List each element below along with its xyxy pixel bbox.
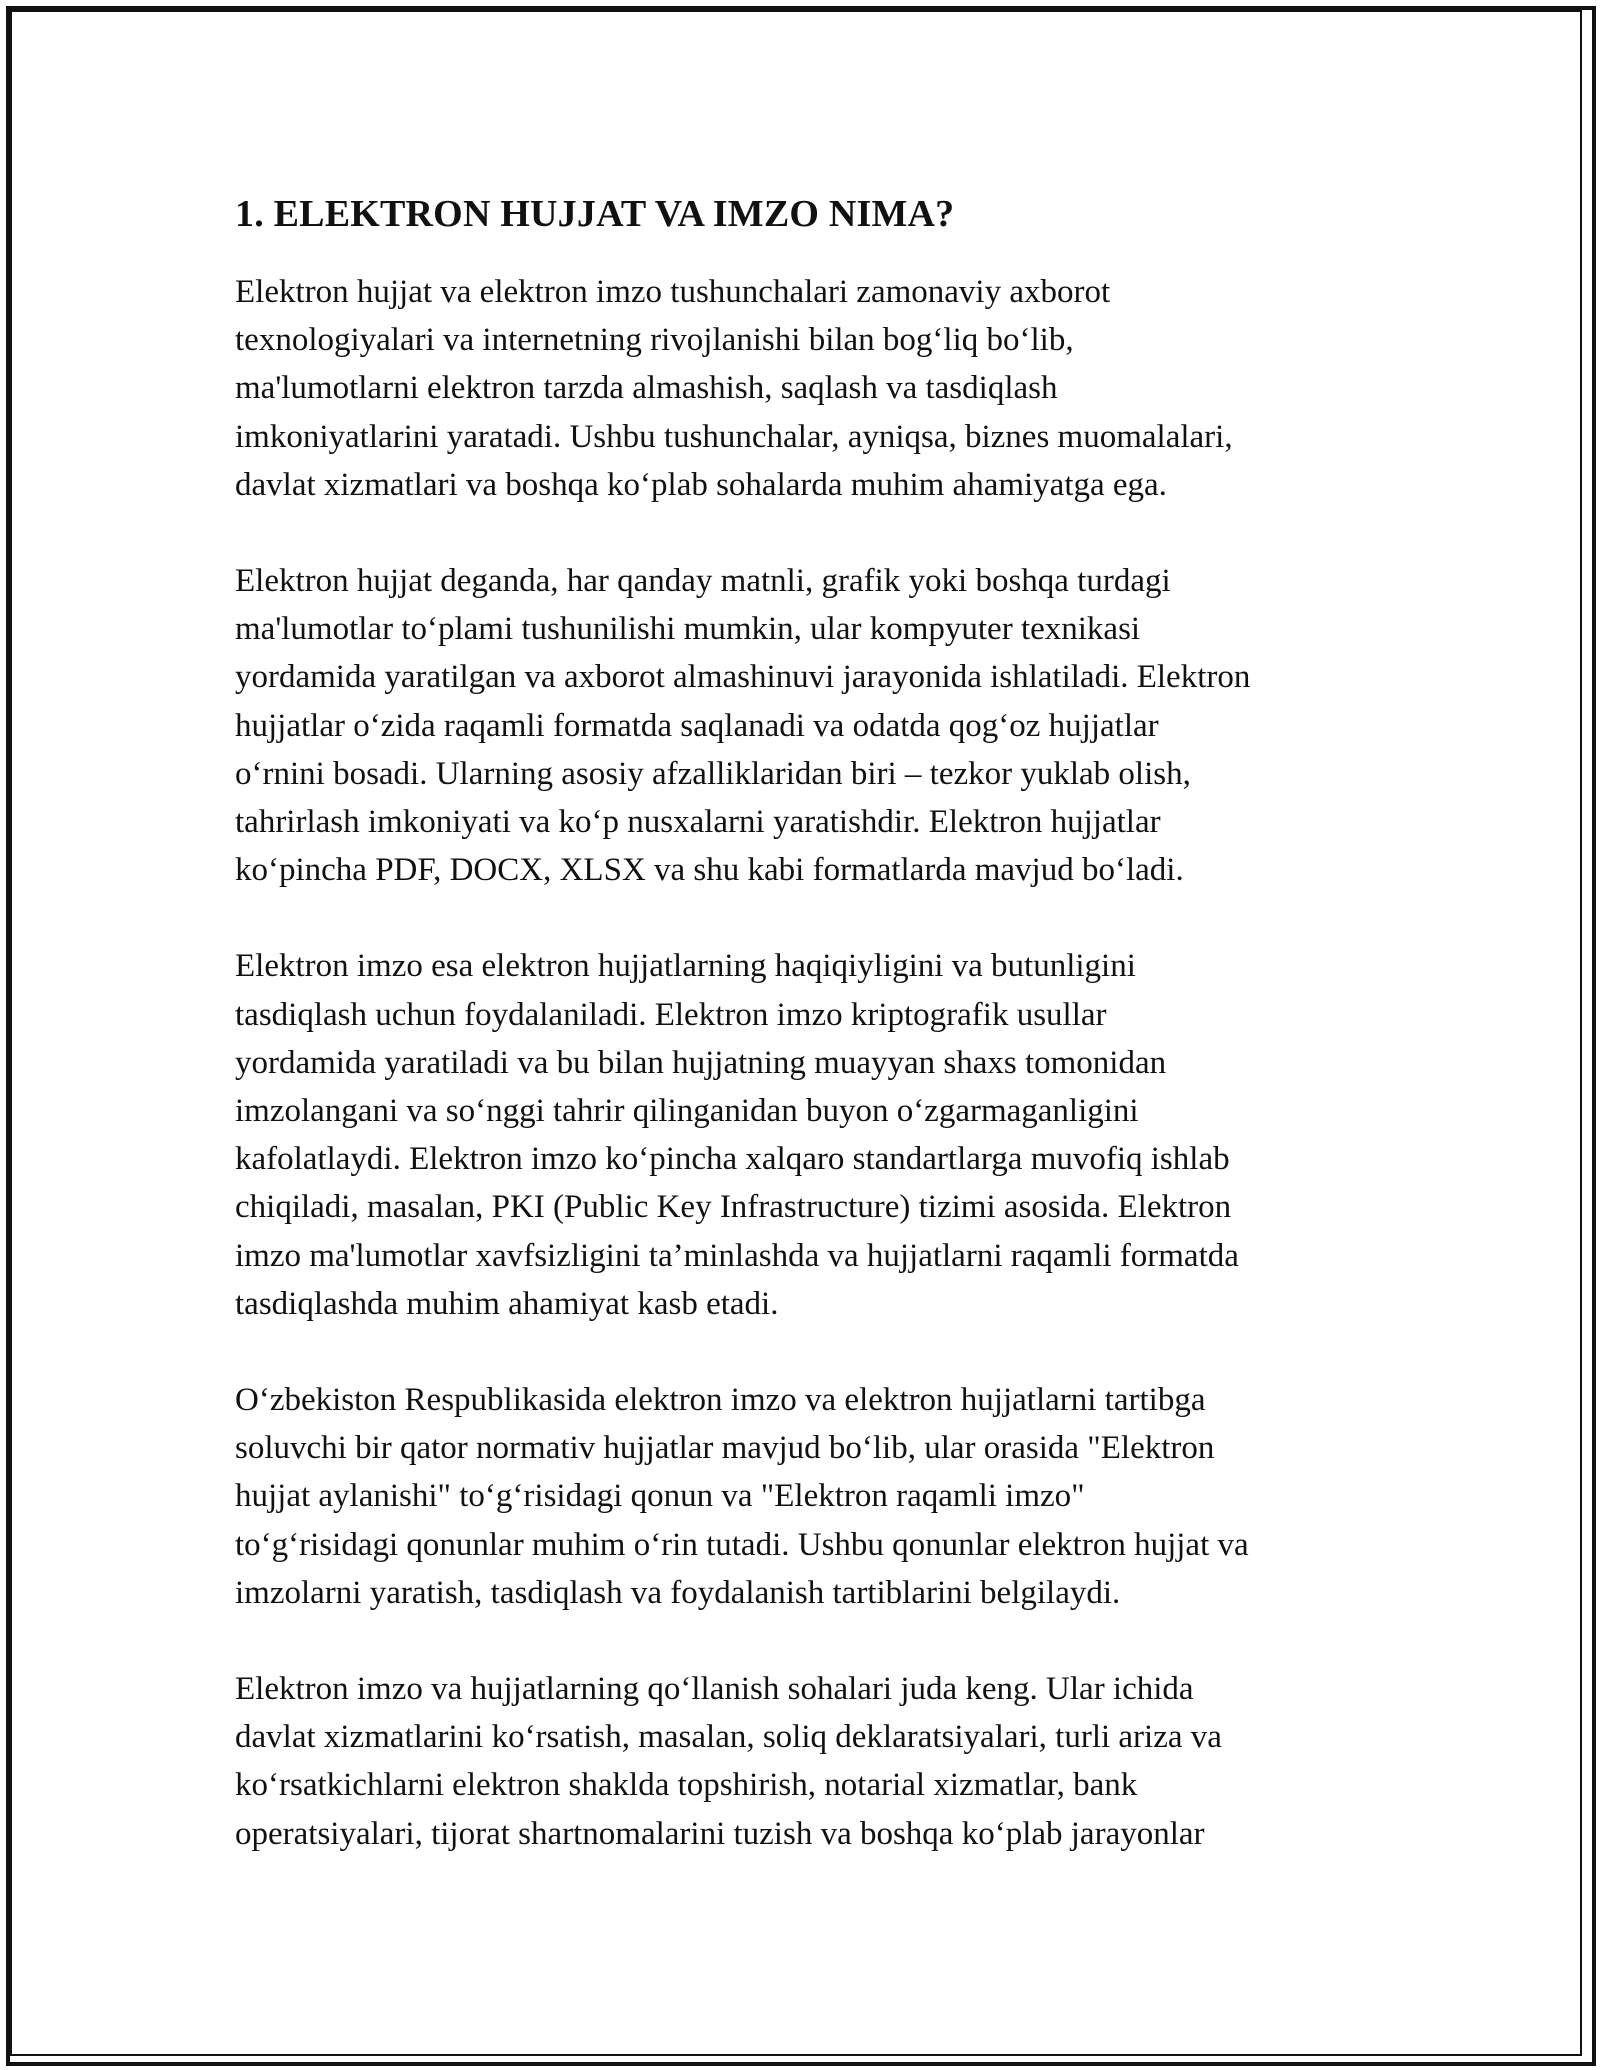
paragraph-3: Elektron imzo esa elektron hujjatlarning haqiqiyligini va butunligini tasdiqlash uchun foydalaniladi. Elektron imzo kriptografik usullar yordamida yaratiladi va bu bilan hujjatning muayyan shaxs tomonidan imzolangani va so‘nggi tahrir qilinganidan buyon o‘zgarmaganligini kafolatlaydi. Elektron imzo ko‘pincha xalqaro standartlarga muvofiq ishlab chiqiladi, masalan, PKI (Public Key Infrastructure) tizimi asosida. Elektron imzo ma'lumotlar xavfsizligini ta’minlashda va hujjatlarni raqamli formatda tasdiqlashda muhim ahamiyat kasb etadi. [235,948,1239,1322]
paragraph-1: Elektron hujjat va elektron imzo tushunchalari zamonaviy axborot texnologiyalari va internetning rivojlanishi bilan bog‘liq bo‘lib, ma'lumotlarni elektron tarzda almashish, saqlash va tasdiqlash imkoniyatlarini yaratadi. Ushbu tushunchalar, ayniqsa, biznes muomalalari, davlat xizmatlari va boshqa ko‘plab sohalarda muhim ahamiyatga ega. [235,274,1233,503]
document-body [235,186,1375,1906]
paragraph-5: Elektron imzo va hujjatlarning qo‘llanish sohalari juda keng. Ular ichida davlat xizmatlarini ko‘rsatish, masalan, soliq deklaratsiyalari, turli ariza va ko‘rsatkichlarni elektron shaklda topshirish, notarial xizmatlar, bank operatsiyalari, tijorat shartnomalarini tuzish va boshqa ko‘plab jarayonlar [235,1671,1222,1852]
paragraph-2: Elektron hujjat deganda, har qanday matnli, grafik yoki boshqa turdagi ma'lumotlar to‘plami tushunilishi mumkin, ular kompyuter texnikasi yordamida yaratilgan va axborot almashinuvi jarayonida ishlatiladi. Elektron hujjatlar o‘zida raqamli formatda saqlanadi va odatda qog‘oz hujjatlar o‘rnini bosadi. Ularning asosiy afzalliklaridan biri – tezkor yuklab olish, tahrirlash imkoniyati va ko‘p nusxalarni yaratishdir. Elektron hujjatlar ko‘pincha PDF, DOCX, XLSX va shu kabi formatlarda mavjud bo‘ladi. [235,563,1251,889]
section-heading: 1. ELEKTRON HUJJAT VA IMZO NIMA? [235,193,955,235]
paragraph-4: O‘zbekiston Respublikasida elektron imzo va elektron hujjatlarni tartibga soluvchi bir qator normativ hujjatlar mavjud bo‘lib, ular orasida "Elektron hujjat aylanishi" to‘g‘risidagi qonun va "Elektron raqamli imzo" to‘g‘risidagi qonunlar muhim o‘rin tutadi. Ushbu qonunlar elektron hujjat va imzolarni yaratish, tasdiqlash va foydalanish tartiblarini belgilaydi. [235,1382,1249,1611]
